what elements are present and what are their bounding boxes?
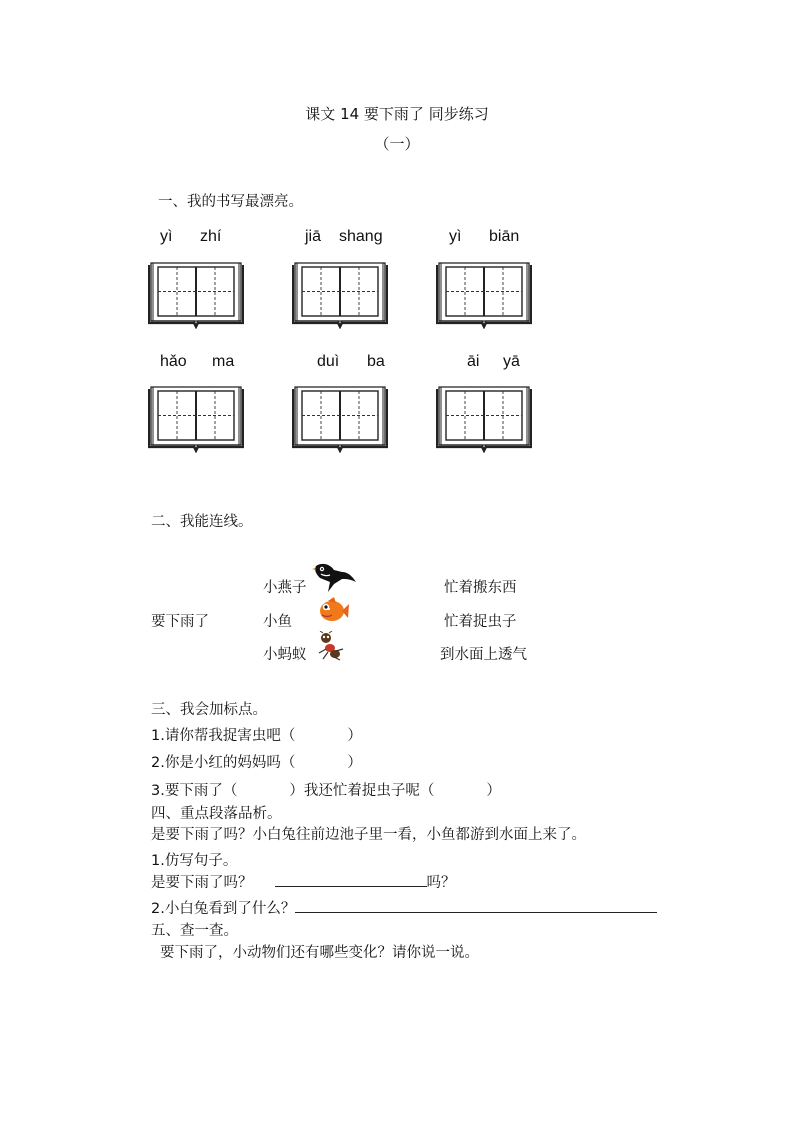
question-4-1: 1.仿写句子。 bbox=[151, 853, 238, 869]
question-text: 3.要下雨了（ bbox=[151, 783, 238, 799]
pinyin: ma bbox=[212, 353, 235, 370]
question-4-2 bbox=[151, 897, 657, 918]
writing-grid-book[interactable] bbox=[148, 383, 244, 453]
answer-blank[interactable] bbox=[275, 872, 427, 887]
pinyin: yì bbox=[160, 228, 173, 245]
pinyin: yā bbox=[503, 353, 520, 370]
pinyin: biān bbox=[489, 228, 520, 245]
pinyin: yì bbox=[449, 228, 462, 245]
question-text: 是要下雨了吗？ bbox=[151, 875, 253, 891]
page-title: 课文 14 要下雨了 同步练习 bbox=[305, 105, 489, 123]
pinyin: zhí bbox=[200, 228, 222, 245]
writing-grid-book[interactable] bbox=[436, 259, 532, 329]
section3-heading: 三、我会加标点。 bbox=[151, 702, 267, 718]
section4-heading: 四、重点段落品析。 bbox=[151, 806, 282, 822]
section5-text: 要下雨了，小动物们还有哪些变化？请你说一说。 bbox=[160, 945, 479, 961]
pinyin: hǎo bbox=[160, 353, 187, 370]
question-text: 2.你是小红的妈妈吗（ bbox=[151, 755, 296, 771]
writing-grid-book[interactable] bbox=[292, 383, 388, 453]
match-left-item[interactable]: 要下雨了 bbox=[151, 614, 209, 630]
section2-heading: 二、我能连线。 bbox=[151, 514, 253, 530]
punctuation-question-3 bbox=[151, 779, 501, 800]
question-text: ）我还忙着捉虫子呢（ bbox=[289, 783, 435, 799]
ant-icon bbox=[316, 631, 344, 661]
match-animal[interactable]: 小燕子 bbox=[263, 580, 307, 596]
match-action[interactable]: 忙着捉虫子 bbox=[444, 614, 517, 630]
answer-blank[interactable] bbox=[295, 898, 657, 913]
punctuation-question-2 bbox=[151, 751, 362, 772]
match-animal[interactable]: 小鱼 bbox=[263, 614, 292, 630]
writing-grid-book[interactable] bbox=[292, 259, 388, 329]
punctuation-question-1 bbox=[151, 724, 362, 745]
page-subtitle: （一） bbox=[374, 135, 420, 153]
pinyin: duì bbox=[317, 353, 340, 370]
match-action[interactable]: 忙着搬东西 bbox=[444, 580, 517, 596]
question-text: ） bbox=[486, 783, 501, 799]
question-text: 2.小白兔看到了什么？ bbox=[151, 901, 296, 917]
question-text: ） bbox=[347, 728, 362, 744]
pinyin: āi bbox=[467, 353, 480, 370]
pinyin: jiā bbox=[305, 228, 322, 245]
pinyin: shang bbox=[339, 228, 383, 245]
fish-icon bbox=[316, 596, 350, 626]
pinyin: ba bbox=[367, 353, 385, 370]
match-action[interactable]: 到水面上透气 bbox=[440, 647, 527, 663]
writing-grid-book[interactable] bbox=[436, 383, 532, 453]
imitation-line bbox=[151, 871, 456, 892]
question-text: 1.请你帮我捉害虫吧（ bbox=[151, 728, 296, 744]
section5-heading: 五、查一查。 bbox=[151, 923, 238, 939]
question-text: ） bbox=[347, 755, 362, 771]
passage: 是要下雨了吗？小白兔往前边池子里一看，小鱼都游到水面上来了。 bbox=[151, 827, 586, 843]
swallow-icon bbox=[312, 560, 358, 594]
section1-heading: 一、我的书写最漂亮。 bbox=[158, 194, 303, 210]
question-text: 吗？ bbox=[426, 875, 456, 891]
match-animal[interactable]: 小蚂蚁 bbox=[263, 647, 307, 663]
writing-grid-book[interactable] bbox=[148, 259, 244, 329]
